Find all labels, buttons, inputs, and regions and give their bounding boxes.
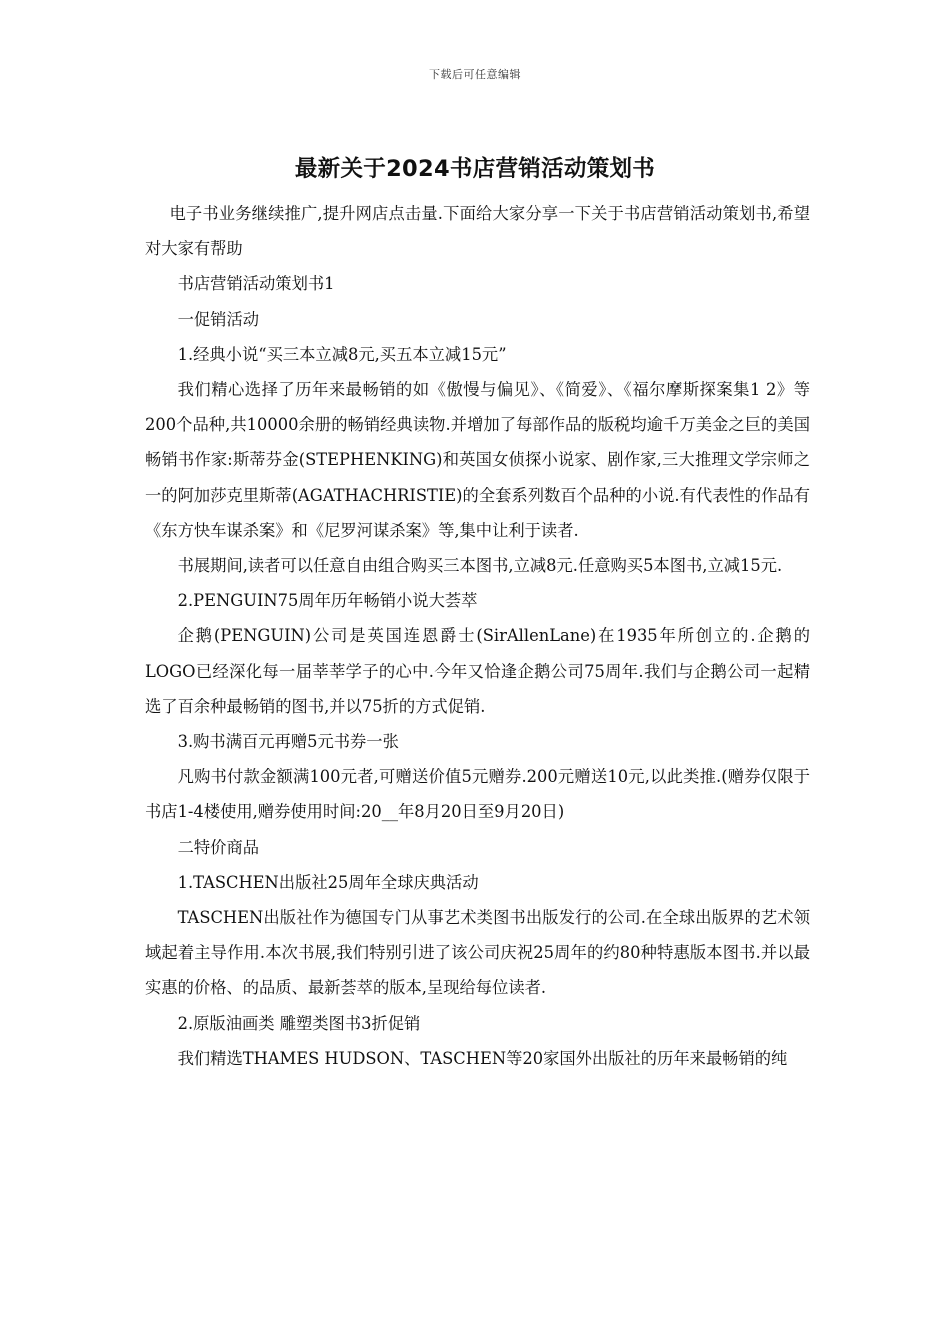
document-title: 最新关于2024书店营销活动策划书 bbox=[294, 156, 656, 182]
subsection-heading: 一促销活动 bbox=[177, 309, 260, 329]
header-note: 下载后可任意编辑 bbox=[429, 68, 521, 81]
subsection-heading: 二特价商品 bbox=[177, 837, 260, 857]
paragraph: 凡购书付款金额满100元者,可赠送价值5元赠券.200元赠送10元,以此类推.(赠券仅限于书店1-4楼使用,赠券使用时间:20__年8月20日至9月20日) bbox=[145, 767, 810, 822]
item-heading: 2.PENGUIN75周年历年畅销小说大荟萃 bbox=[177, 591, 478, 611]
item-heading: 1.TASCHEN出版社25周年全球庆典活动 bbox=[177, 872, 479, 892]
section-heading: 书店营销活动策划书1 bbox=[177, 274, 335, 294]
paragraph: 我们精选THAMES HUDSON、TASCHEN等20家国外出版社的历年来最畅销的纯 bbox=[177, 1048, 788, 1068]
document-body bbox=[145, 196, 810, 1076]
paragraph: 我们精心选择了历年来最畅销的如《傲慢与偏见》、《简爱》、《福尔摩斯探案集1 2》等200个品种,共10000余册的畅销经典读物.并增加了每部作品的版税均逾千万美金之巨的美国畅销书作家:斯蒂芬金(STEPHENKING)和英国女侦探小说家、剧作家,三大推理文学宗师之一的阿加莎克里斯蒂(AGATHACHRISTIE)的全套系列数百个品种的小说.有代表性的作品有《东方快车谋杀案》和《尼罗河谋杀案》等,集中让利于读者. bbox=[145, 380, 810, 540]
paragraph-intro: 电子书业务继续推广,提升网店点击量.下面给大家分享一下关于书店营销活动策划书,希望对大家有帮助 bbox=[145, 204, 810, 259]
paragraph: 企鹅(PENGUIN)公司是英国连恩爵士(SirAllenLane)在1935年所创立的.企鹅的LOGO已经深化每一届莘莘学子的心中.今年又恰逢企鹅公司75周年.我们与企鹅公司一起精选了百余种最畅销的图书,并以75折的方式促销. bbox=[145, 626, 810, 716]
paragraph: 书展期间,读者可以任意自由组合购买三本图书,立减8元.任意购买5本图书,立减15元. bbox=[177, 556, 783, 576]
paragraph: TASCHEN出版社作为德国专门从事艺术类图书出版发行的公司.在全球出版界的艺术领域起着主导作用.本次书展,我们特别引进了该公司庆祝25周年的约80种特惠版本图书.并以最实惠的价格、的品质、最新荟萃的版本,呈现给每位读者. bbox=[145, 908, 810, 998]
item-heading: 1.经典小说“买三本立减8元,买五本立减15元” bbox=[177, 344, 507, 364]
item-heading: 2.原版油画类 雕塑类图书3折促销 bbox=[177, 1013, 421, 1033]
item-heading: 3.购书满百元再赠5元书券一张 bbox=[177, 732, 399, 752]
